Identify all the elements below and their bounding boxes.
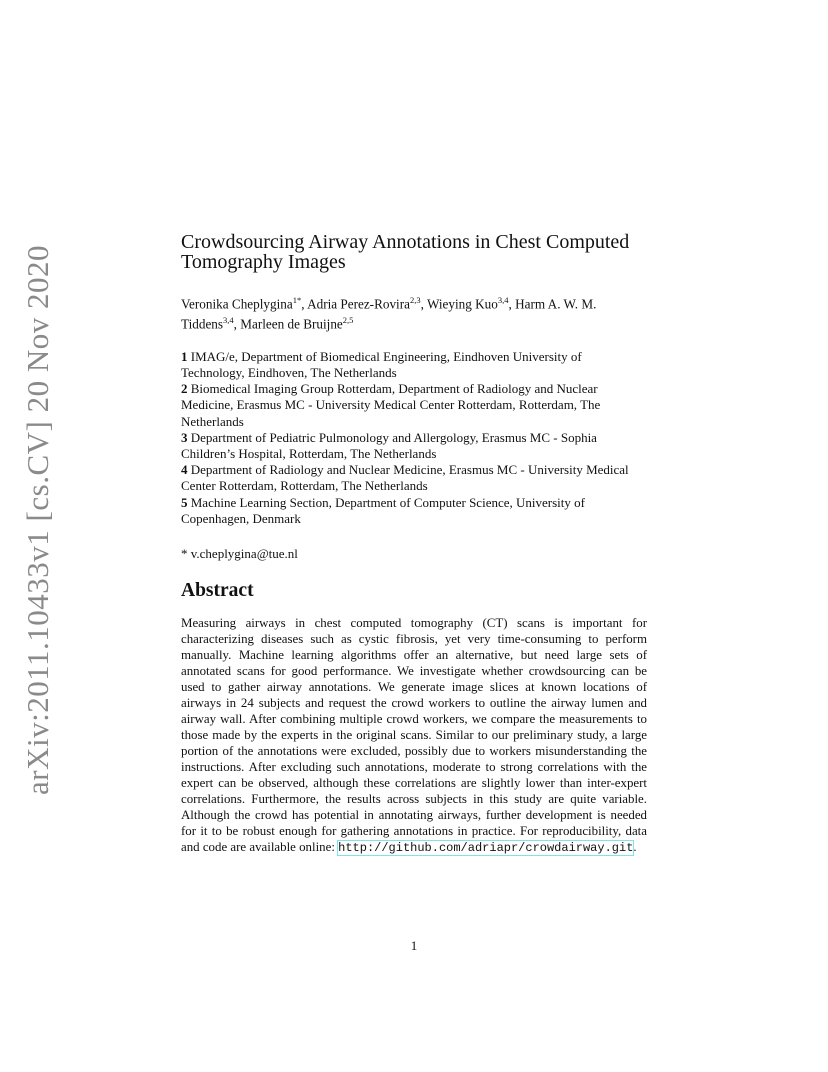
abstract-text: Measuring airways in chest computed tomography (CT) scans is important for characterizing diseases such as cystic fibrosis, yet very time-consuming to perform manually. Machine learning algorithms offer an alternative, but need large sets of annotated scans for good performance. We investigate whether crowdsourcing can be used to gather airway annotations. We generate image slices at known locations of airways in 24 subjects and request the crowd workers to outline the airway lumen and airway wall. After combining multiple crowd workers, we compare the measurements to those made by the experts in the original scans. Similar to our preliminary study, a large portion of the annotations were excluded, possibly due to workers misunderstanding the instructions. After excluding such annotations, moderate to strong correlations with the expert can be observed, although these correlations are slightly lower than inter-expert correlations. Furthermore, the results across subjects in this study are quite variable. Although the crowd has potential in annotating airways, further development is needed for it to be robust enough for gathering annotations in practice. For reproducibility, data and code are available online: <box>181 616 647 855</box>
author-name: Veronika Cheplygina <box>181 296 293 312</box>
author-name: Harm A. W. M. Tiddens <box>181 296 597 332</box>
abstract-body <box>181 615 647 856</box>
affiliation-item <box>181 495 647 527</box>
title-line-1: Crowdsourcing Airway Annotations in Chest Computed <box>181 231 630 253</box>
author-affiliation-marker: 3,4 <box>497 295 509 305</box>
arxiv-stamp <box>14 245 62 795</box>
affiliation-text: Department of Radiology and Nuclear Medicine, Erasmus MC - University Medical Center Rotterdam, Rotterdam, The Netherlands <box>181 462 629 494</box>
author-name: Adria Perez-Rovira <box>307 296 410 312</box>
affiliation-number: 2 <box>181 381 188 397</box>
title-line-2: Tomography Images <box>181 251 346 273</box>
affiliation-text: IMAG/e, Department of Biomedical Engineering, Eindhoven University of Technology, Eindhoven, The Netherlands <box>181 348 582 380</box>
affiliation-number: 4 <box>181 462 188 478</box>
affiliation-number: 1 <box>181 348 188 364</box>
affiliation-text: Machine Learning Section, Department of Computer Science, University of Copenhagen, Denmark <box>181 494 585 526</box>
affiliation-number: 5 <box>181 494 188 510</box>
author-name: Marleen de Bruijne <box>240 316 343 332</box>
page-number: 1 <box>410 938 418 953</box>
abstract-end-period: . <box>633 840 637 855</box>
author-affiliation-marker: 1* <box>292 295 302 305</box>
affiliation-list <box>181 349 647 527</box>
affiliation-text: Department of Pediatric Pulmonology and Allergology, Erasmus MC - Sophia Children’s Hospital, Rotterdam, The Netherlands <box>181 429 597 461</box>
affiliation-item <box>181 349 647 381</box>
affiliation-item <box>181 381 647 430</box>
author-affiliation-marker: 2,3 <box>409 295 421 305</box>
author-affiliation-marker: 3,4 <box>223 315 234 326</box>
corresponding-email <box>181 546 647 562</box>
arxiv-identifier: arXiv:2011.10433v1 [cs.CV] 20 Nov 2020 <box>20 245 55 795</box>
author-affiliation-marker: 2,5 <box>342 315 354 326</box>
author-name: Wieying Kuo <box>426 296 498 312</box>
paper-front-matter <box>181 232 647 856</box>
author-list: Veronika Cheplygina$^{1*}$, Adria Perez-Rovira$^{2,3}$, Wieying Kuo$^{3,4}$, Harm A. W. M. Tiddens$^{3,4}$, Marleen de Bruijne$^{2,5}$ <box>181 295 597 332</box>
affiliation-item <box>181 462 647 494</box>
abstract-heading: Abstract <box>181 580 254 602</box>
affiliation-text: Biomedical Imaging Group Rotterdam, Department of Radiology and Nuclear Medicine, Erasmus MC - University Medical Center Rotterdam, Rotterdam, The Netherlands <box>181 381 601 429</box>
email-marker: * <box>181 546 188 562</box>
affiliation-item <box>181 430 647 462</box>
affiliation-number: 3 <box>181 429 188 445</box>
email-address: v.cheplygina@tue.nl <box>190 546 298 562</box>
repository-link[interactable]: http://github.com/adriapr/crowdairway.git <box>338 841 634 856</box>
paper-title <box>181 232 647 272</box>
